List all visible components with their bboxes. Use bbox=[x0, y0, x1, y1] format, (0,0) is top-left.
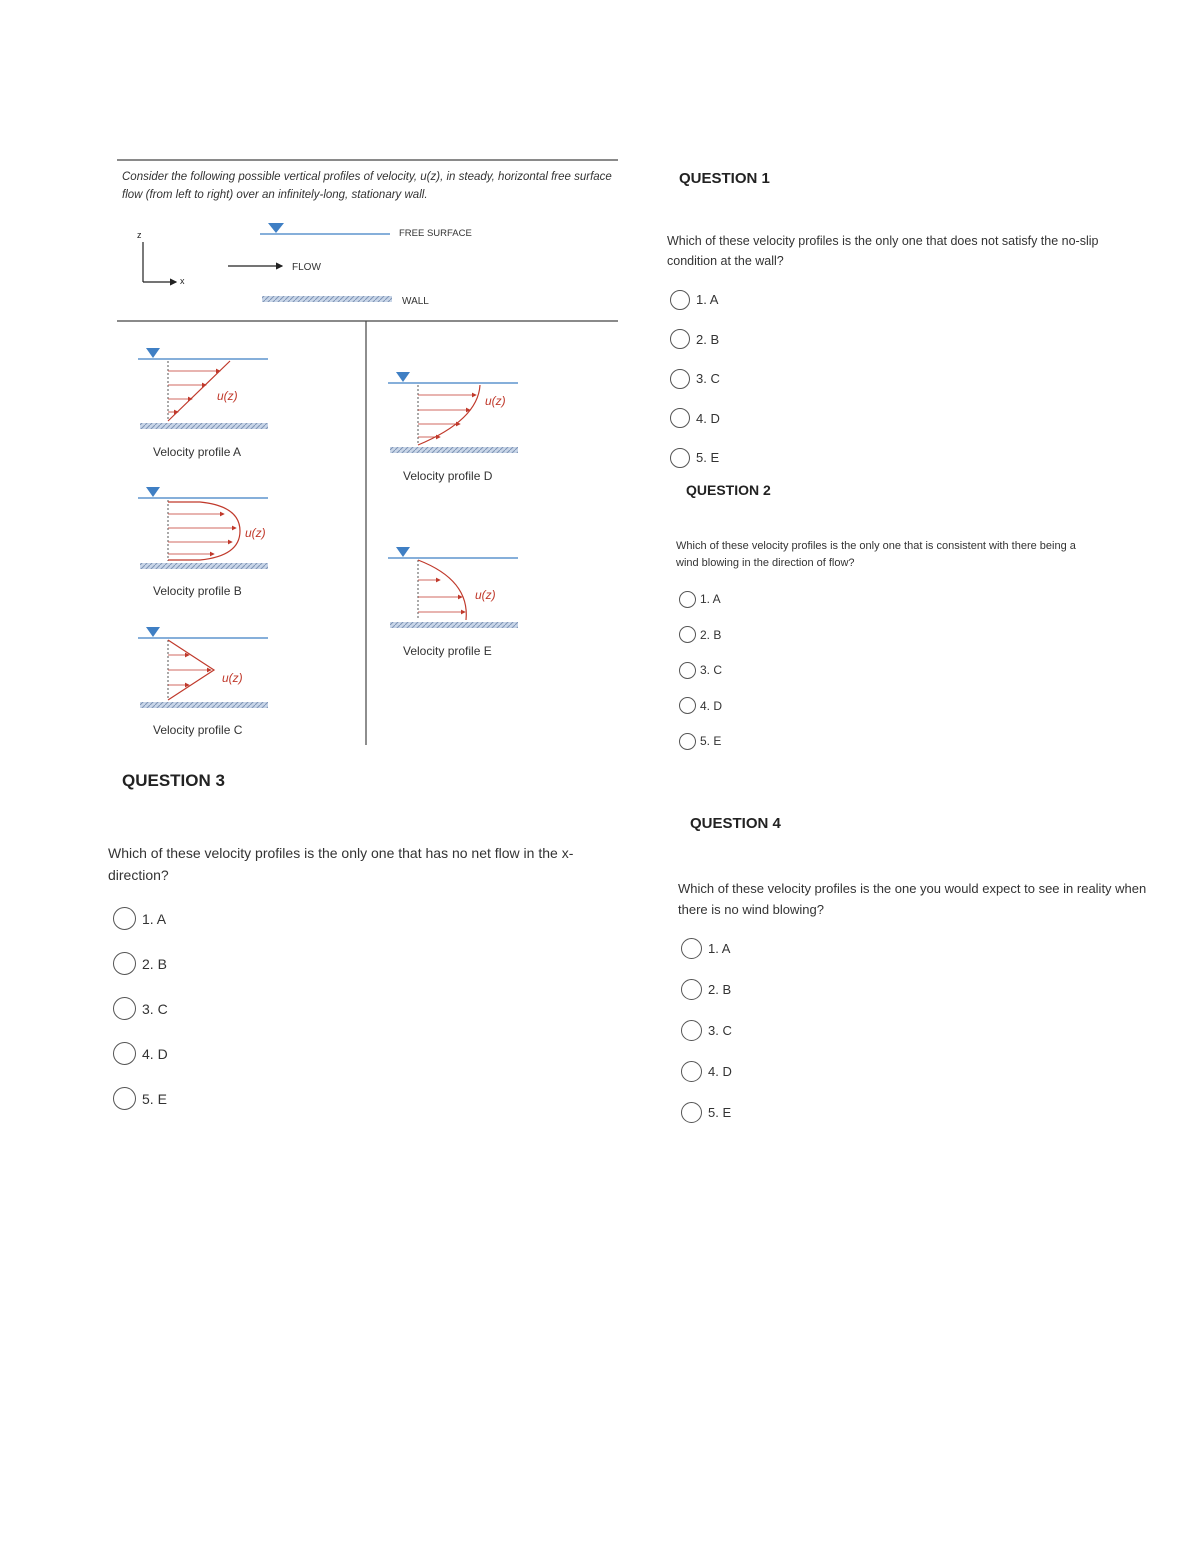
radio-button-icon[interactable] bbox=[679, 662, 696, 679]
figure-intro: Consider the following possible vertical profiles of velocity, u(z), in steady, horizontal free surface flow (from left to right) over an infinitely-long, stationary wall. bbox=[122, 171, 612, 201]
question-1-option-b[interactable] bbox=[670, 329, 720, 350]
axis-z-label: z bbox=[137, 230, 142, 240]
question-1-options bbox=[670, 289, 720, 468]
option-label: 2. B bbox=[696, 331, 720, 347]
question-2-option-a[interactable] bbox=[679, 590, 722, 608]
radio-button-icon[interactable] bbox=[670, 290, 690, 310]
question-4-text: Which of these velocity profiles is the one you would expect to see in reality when there is no wind blowing? bbox=[678, 881, 1147, 917]
radio-button-icon[interactable] bbox=[670, 408, 690, 428]
profile-c-diagram bbox=[138, 627, 268, 737]
radio-button-icon[interactable] bbox=[113, 1042, 136, 1065]
option-label: 2. B bbox=[142, 955, 167, 972]
profile-b-u-label: u(z) bbox=[245, 526, 266, 540]
axes-legend bbox=[137, 230, 185, 286]
radio-button-icon[interactable] bbox=[670, 448, 690, 468]
question-1-option-c[interactable] bbox=[670, 368, 720, 389]
question-2-option-e[interactable] bbox=[679, 732, 722, 750]
option-label: 5. E bbox=[708, 1105, 732, 1120]
question-4-options bbox=[681, 938, 732, 1123]
wall-legend bbox=[262, 296, 429, 307]
velocity-profiles-figure bbox=[0, 0, 1200, 760]
radio-button-icon[interactable] bbox=[681, 938, 702, 959]
radio-button-icon[interactable] bbox=[679, 733, 696, 750]
question-2-option-c[interactable] bbox=[679, 661, 722, 679]
profile-c-caption: Velocity profile C bbox=[153, 723, 243, 737]
option-label: 1. A bbox=[696, 292, 719, 307]
profile-e-diagram bbox=[388, 547, 518, 658]
question-1-option-d[interactable] bbox=[670, 408, 720, 429]
option-label: 5. E bbox=[696, 450, 720, 465]
question-4-option-e[interactable] bbox=[681, 1102, 732, 1123]
radio-button-icon[interactable] bbox=[670, 369, 690, 389]
flow-label: FLOW bbox=[292, 262, 321, 273]
option-label: 5. E bbox=[142, 1090, 167, 1107]
option-label: 3. C bbox=[700, 663, 723, 677]
radio-button-icon[interactable] bbox=[670, 329, 690, 349]
question-2-text: Which of these velocity profiles is the only one that is consistent with there being a wind blowing in the direction of flow? bbox=[676, 540, 1076, 569]
profile-b-caption: Velocity profile B bbox=[153, 584, 242, 598]
axis-x-label: x bbox=[180, 276, 185, 286]
question-3-option-c[interactable] bbox=[113, 997, 168, 1020]
option-label: 1. A bbox=[700, 592, 721, 606]
option-label: 1. A bbox=[708, 941, 731, 956]
wall-label: WALL bbox=[402, 296, 429, 307]
option-label: 2. B bbox=[700, 627, 722, 642]
profile-d-diagram bbox=[388, 372, 518, 483]
profile-b-diagram bbox=[138, 487, 268, 598]
question-4-option-c[interactable] bbox=[681, 1020, 732, 1041]
radio-button-icon[interactable] bbox=[113, 1087, 136, 1110]
radio-button-icon[interactable] bbox=[681, 1061, 702, 1082]
radio-button-icon[interactable] bbox=[113, 952, 136, 975]
question-1-title: QUESTION 1 bbox=[679, 170, 770, 187]
question-3-option-e[interactable] bbox=[113, 1087, 168, 1110]
radio-button-icon[interactable] bbox=[679, 697, 696, 714]
radio-button-icon[interactable] bbox=[113, 907, 136, 930]
profile-c-u-label: u(z) bbox=[222, 671, 243, 685]
option-label: 3. C bbox=[708, 1023, 732, 1038]
option-label: 4. D bbox=[708, 1064, 732, 1079]
question-1-option-e[interactable] bbox=[670, 447, 720, 468]
question-3-option-a[interactable] bbox=[113, 907, 168, 930]
radio-button-icon[interactable] bbox=[681, 1102, 702, 1123]
question-4-option-a[interactable] bbox=[681, 938, 732, 959]
question-2-option-b[interactable] bbox=[679, 626, 722, 644]
flow-legend bbox=[228, 262, 321, 273]
option-label: 5. E bbox=[700, 734, 722, 748]
question-2-options bbox=[679, 590, 722, 750]
radio-button-icon[interactable] bbox=[679, 591, 696, 608]
option-label: 3. C bbox=[696, 371, 720, 386]
free-surface-label: FREE SURFACE bbox=[399, 228, 472, 239]
question-3-option-d[interactable] bbox=[113, 1042, 168, 1065]
profile-d-u-label: u(z) bbox=[485, 394, 506, 408]
radio-button-icon[interactable] bbox=[681, 1020, 702, 1041]
question-2-option-d[interactable] bbox=[679, 697, 722, 715]
option-label: 3. C bbox=[142, 1000, 168, 1017]
question-3-option-b[interactable] bbox=[113, 952, 168, 975]
question-2-title: QUESTION 2 bbox=[686, 482, 771, 498]
profile-a-caption: Velocity profile A bbox=[153, 445, 242, 459]
question-4-option-b[interactable] bbox=[681, 979, 732, 1000]
option-label: 2. B bbox=[708, 982, 732, 997]
option-label: 4. D bbox=[142, 1045, 168, 1062]
radio-button-icon[interactable] bbox=[113, 997, 136, 1020]
free-surface-legend bbox=[260, 223, 472, 239]
question-4-option-d[interactable] bbox=[681, 1061, 732, 1082]
option-label: 4. D bbox=[696, 410, 720, 426]
question-3-options bbox=[113, 907, 168, 1110]
radio-button-icon[interactable] bbox=[681, 979, 702, 1000]
radio-button-icon[interactable] bbox=[679, 626, 696, 643]
option-label: 4. D bbox=[700, 698, 723, 713]
option-label: 1. A bbox=[142, 910, 167, 927]
profile-a-u-label: u(z) bbox=[217, 389, 238, 403]
question-1-option-a[interactable] bbox=[670, 289, 720, 310]
profile-a-diagram bbox=[138, 348, 268, 459]
question-4-title: QUESTION 4 bbox=[690, 815, 781, 832]
question-3-text: Which of these velocity profiles is the only one that has no net flow in the x-direction? bbox=[108, 845, 574, 883]
profile-d-caption: Velocity profile D bbox=[403, 469, 493, 483]
profile-e-caption: Velocity profile E bbox=[403, 644, 492, 658]
question-3-title: QUESTION 3 bbox=[122, 771, 225, 790]
profile-e-u-label: u(z) bbox=[475, 588, 496, 602]
question-1-text: Which of these velocity profiles is the only one that does not satisfy the no-slip condition at the wall? bbox=[667, 234, 1099, 268]
